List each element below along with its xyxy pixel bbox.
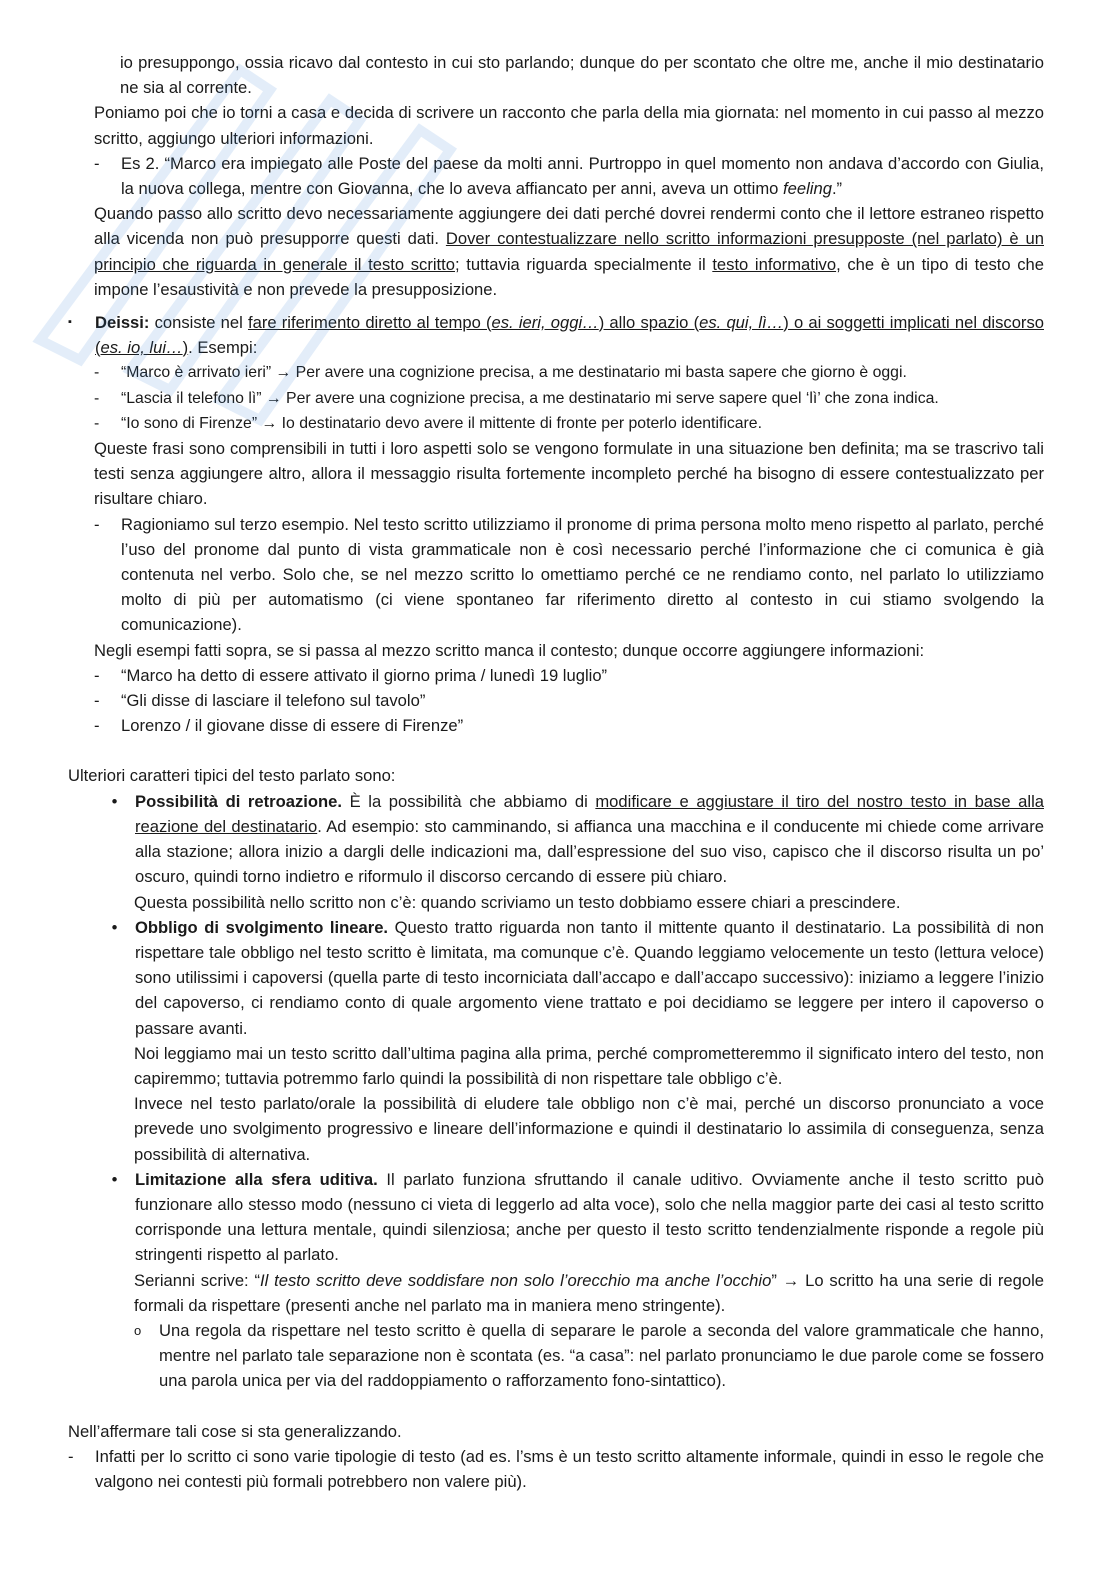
dash-list-item bbox=[68, 512, 1044, 638]
text-span: ) bbox=[182, 338, 189, 358]
italic-span: es. qui, lì… bbox=[699, 313, 784, 333]
bold-term: Possibilità di retroazione. bbox=[135, 791, 342, 811]
square-list-item bbox=[68, 310, 1044, 360]
dash-marker: - bbox=[94, 665, 100, 685]
text-span: Questo tratto riguarda non tanto il mittente quanto il destinatario. La possibilità di non rispettare tale obbligo nel testo scritto è limitata, ma comunque c’è. Quando leggiamo velocemente un testo (lettura veloce) sono utilissimi i capoversi (quella parte di testo incorniciata dall’accapo e dall’accapo successivo): iniziamo a leggere l’inizio del capoverso, ci rendiamo conto di quale argomento viene trattato e poi decidiamo se leggere per intero il capoverso o passare avanti. bbox=[135, 917, 1044, 1038]
dash-list-item bbox=[68, 411, 1044, 436]
text-span: ; tuttavia riguarda specialmente il bbox=[454, 254, 713, 274]
text-span: ) o ai soggetti implicati nel discorso ( bbox=[95, 313, 1044, 358]
list-item-text: Infatti per lo scritto ci sono varie tipologie di testo (ad es. l’sms è un testo scritto altamente informale, quindi in esso le regole che valgono nei contesti più formali potrebbero non valere più). bbox=[95, 1446, 1044, 1491]
list-item-text bbox=[135, 1167, 1044, 1268]
paragraph: io presuppongo, ossia ricavo dal contesto in cui sto parlando; dunque do per scontato che oltre me, anche il mio destinatario ne sia al corrente. bbox=[120, 53, 1044, 98]
list-item-text: Ragioniamo sul terzo esempio. Nel testo scritto utilizziamo il pronome di prima persona molto meno rispetto al parlato, perché l’uso del pronome dal punto di vista grammaticale non è così necessario perché l’informazione che ci comunica è già contenuta nel verbo. Solo che, se nel mezzo scritto lo omettiamo perché ce ne rendiamo conto, nel parlato lo utilizziamo molto di più per automatismo (ci viene spontaneo far riferimento diretto al contesto in cui stiamo svolgendo la comunicazione). bbox=[121, 514, 1044, 635]
text-span: . Esempi: bbox=[188, 338, 258, 358]
text-span: Quando passo allo scritto devo necessariamente aggiungere dei dati perché dovrei rendermi conto che il lettore estraneo rispetto alla vicenda non può presupporre questi dati. bbox=[94, 204, 1044, 249]
circle-bullet-icon: o bbox=[134, 1322, 142, 1338]
dash-marker: - bbox=[94, 364, 100, 382]
dash-list-item bbox=[68, 360, 1044, 385]
text-span: Serianni scrive: “ bbox=[134, 1270, 261, 1290]
paragraph: Questa possibilità nello scritto non c’è: quando scriviamo un testo dobbiamo essere chiari a prescindere. bbox=[134, 892, 901, 912]
italic-span: es. ieri, oggi… bbox=[491, 313, 599, 333]
text-span: consiste nel bbox=[149, 313, 248, 333]
bullet-list-item bbox=[68, 789, 1044, 890]
paragraph: Invece nel testo parlato/orale la possibilità di eludere tale obbligo non c’è mai, perché un discorso pronunciato a voce prevede uno svolgimento progressivo e lineare dell’informazione e quindi il destinatario lo assimila di conseguenza, senza possibilità di alternativa. bbox=[134, 1094, 1044, 1164]
list-item-text: “Lascia il telefono lì” → Per avere una cognizione precisa, a me destinatario mi serve sapere quel ‘lì’ che zona indica. bbox=[121, 389, 939, 407]
list-item-text: “Marco ha detto di essere attivato il giorno prima / lunedì 19 luglio” bbox=[121, 665, 608, 685]
dash-marker: - bbox=[68, 1446, 74, 1466]
text-span: .” bbox=[831, 179, 843, 199]
text-span: ” → Lo scritto ha una serie di regole formali da rispettare (presenti anche nel parlato ma in maniera meno stringente). bbox=[134, 1270, 1044, 1315]
dash-marker: - bbox=[94, 414, 100, 432]
list-item-text bbox=[95, 310, 1044, 360]
paragraph bbox=[68, 201, 1044, 302]
dash-list-item bbox=[68, 688, 1044, 713]
bold-term: Obbligo di svolgimento lineare. bbox=[135, 917, 389, 937]
dash-list-item bbox=[68, 713, 1044, 738]
text-span: È la possibilità che abbiamo di bbox=[342, 791, 596, 811]
text-span: , che è un tipo di testo che impone l’esaustività e non prevede la presupposizione. bbox=[94, 254, 1044, 299]
dash-list-item bbox=[68, 386, 1044, 411]
bold-term: Limitazione alla sfera uditiva. bbox=[135, 1169, 378, 1189]
dash-marker: - bbox=[94, 716, 100, 736]
list-item-text bbox=[135, 789, 1044, 890]
dash-marker: - bbox=[94, 153, 100, 173]
text-span: . Ad esempio: sto camminando, si affianca una macchina e il conducente mi chiede come arrivare alla stazione; allora inizio a dargli delle indicazioni ma, dall’espressione del suo viso, capisco che il discorso risulta un po’ oscuro, quindi torno indietro e riformulo il discorso cercando di essere più chiaro. bbox=[135, 816, 1044, 887]
underlined-span: testo informativo bbox=[712, 254, 837, 274]
paragraph: Queste frasi sono comprensibili in tutti i loro aspetti solo se vengono formulate in una situazione ben definita; ma se trascrivo tali testi senza aggiungere altro, allora il messaggio risulta fortemente incompleto perché ha bisogno di essere contestualizzato per risultare chiaro. bbox=[94, 439, 1044, 509]
dash-marker: - bbox=[94, 514, 100, 534]
list-item-text: “Io sono di Firenze” → Io destinatario devo avere il mittente di fronte per poterlo identificare. bbox=[121, 414, 762, 432]
dash-list-item bbox=[68, 663, 1044, 688]
underlined-span: modificare e aggiustare il tiro del nostro testo in base alla reazione del destinatario bbox=[135, 791, 1044, 836]
list-item-text: “Marco è arrivato ieri” → Per avere una cognizione precisa, a me destinatario mi basta sapere che giorno è oggi. bbox=[121, 364, 907, 382]
italic-span: es. io, lui… bbox=[100, 338, 183, 358]
text-span: fare riferimento diretto al tempo ( bbox=[247, 313, 492, 333]
list-item-text bbox=[121, 151, 1044, 201]
spacer bbox=[68, 1394, 1044, 1419]
paragraph bbox=[68, 1268, 1044, 1318]
text-span: Il parlato funziona sfruttando il canale uditivo. Ovviamente anche il testo scritto può funzionare allo stesso modo (nessuno ci vieta di leggerlo ad alta voce), solo che nella maggior parte dei casi al testo scritto corrisponde una lettura mentale, quindi silenziosa; anche per questo il testo scritto tendenzialmente risponde a regole più stringenti rispetto al parlato. bbox=[135, 1169, 1044, 1265]
paragraph: Noi leggiamo mai un testo scritto dall’ultima pagina alla prima, perché comprometteremmo il significato intero del testo, non capiremmo; tuttavia potremmo farlo quindi la possibilità di non rispettare tale obbligo c’è. bbox=[134, 1043, 1044, 1088]
paragraph: Negli esempi fatti sopra, se si passa al mezzo scritto manca il contesto; dunque occorre aggiungere informazioni: bbox=[94, 640, 925, 660]
list-item-text: Lorenzo / il giovane disse di essere di Firenze” bbox=[121, 716, 464, 736]
paragraph: Ulteriori caratteri tipici del testo parlato sono: bbox=[68, 766, 396, 786]
dash-marker: - bbox=[94, 691, 100, 711]
circle-list-item bbox=[68, 1318, 1044, 1394]
paragraph: Poniamo poi che io torni a casa e decida di scrivere un racconto che parla della mia giornata: nel momento in cui passo al mezzo scritto, aggiungo ulteriori informazioni. bbox=[94, 103, 1044, 148]
text-span: ) allo spazio ( bbox=[598, 313, 700, 333]
bullet-list-item bbox=[68, 915, 1044, 1041]
dash-list-item bbox=[68, 1444, 1044, 1494]
bullet-icon: • bbox=[111, 791, 118, 811]
list-item-text: “Gli disse di lasciare il telefono sul tavolo” bbox=[121, 691, 426, 711]
bullet-list-item bbox=[68, 1167, 1044, 1268]
dash-list-item bbox=[68, 151, 1044, 201]
spacer bbox=[68, 738, 1044, 763]
list-item-text bbox=[135, 915, 1044, 1041]
italic-span: Il testo scritto deve soddisfare non solo l’orecchio ma anche l’occhio bbox=[260, 1270, 772, 1290]
bold-term: Deissi: bbox=[95, 313, 150, 333]
bullet-icon: • bbox=[111, 1169, 118, 1189]
dash-marker: - bbox=[94, 389, 100, 407]
paragraph: Nell’affermare tali cose si sta generalizzando. bbox=[68, 1421, 402, 1441]
list-item-text: Una regola da rispettare nel testo scritto è quella di separare le parole a seconda del valore grammaticale che hanno, mentre nel parlato tale separazione non è scontata (es. “a casa”: nel parlato pronunciamo le due parole come se fossero una parola unica per via del raddoppiamento o rafforzamento fono-sintattico). bbox=[159, 1320, 1044, 1391]
underlined-span: Dover contestualizzare nello scritto informazioni presupposte (nel parlato) è un principio che riguarda in generale il testo scritto bbox=[94, 229, 1044, 274]
spacer bbox=[68, 302, 1044, 310]
square-bullet-icon: ▪ bbox=[68, 316, 72, 329]
bullet-icon: • bbox=[111, 917, 118, 937]
italic-span: feeling bbox=[783, 179, 832, 199]
text-span: Es 2. “Marco era impiegato alle Poste del paese da molti anni. Purtroppo in quel momento non andava d’accordo con Giulia, la nuova collega, mentre con Giovanna, che lo aveva affiancato per anni, aveva un ottimo bbox=[121, 153, 1044, 199]
